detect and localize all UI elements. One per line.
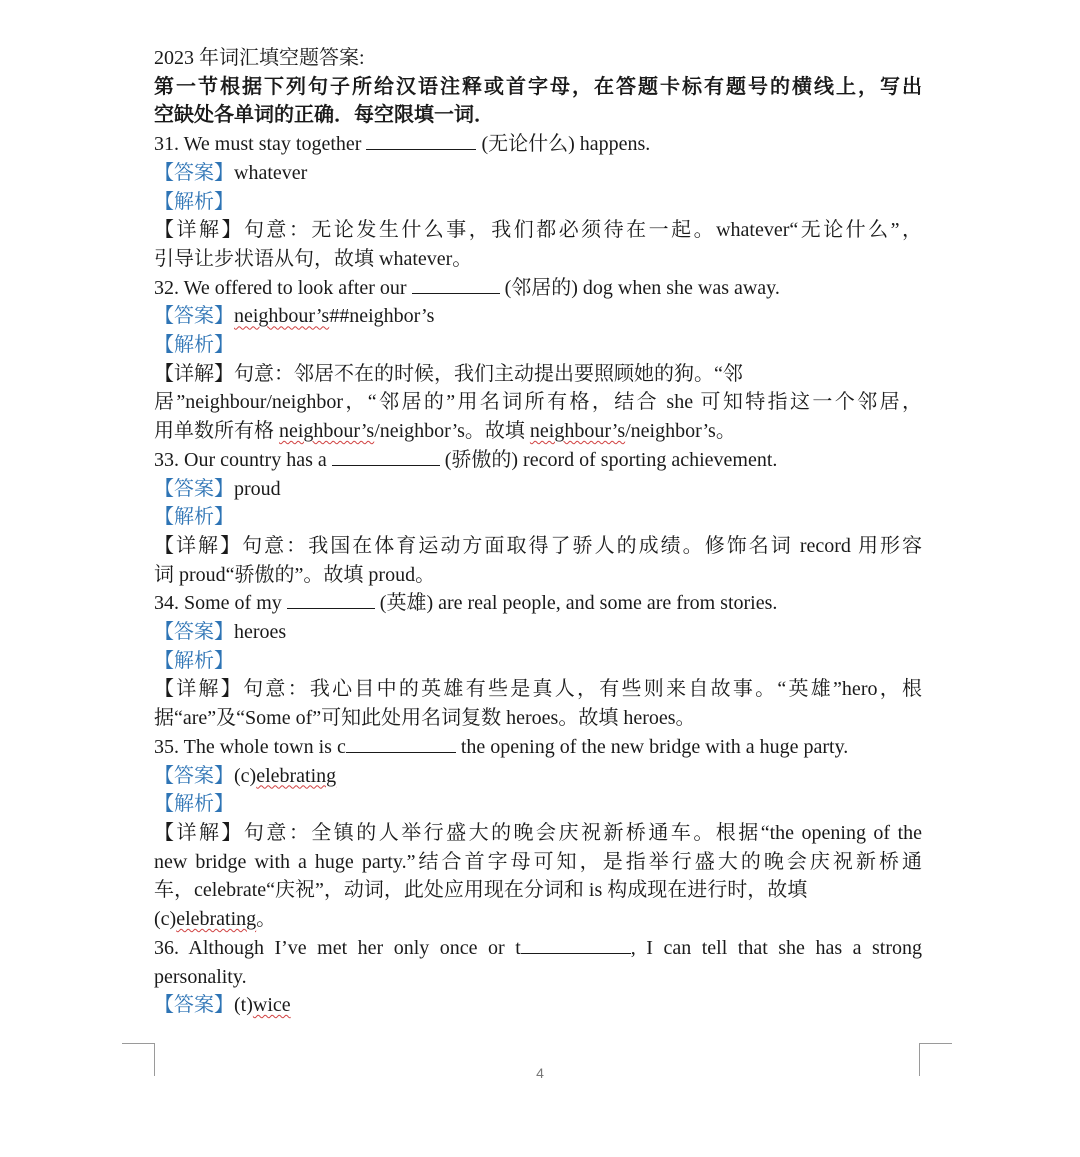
detail-35-line-4 [154, 905, 922, 934]
detail-label: 【详解】 [154, 362, 234, 385]
question-text: (无论什么) happens. [476, 133, 651, 156]
answer-32 [154, 302, 922, 331]
answer-text: elebrating [256, 764, 337, 787]
question-text: 32. We offered to look after our [154, 276, 412, 299]
detail-label: 【详解】 [154, 821, 244, 844]
page-number: 4 [536, 1065, 544, 1081]
detail-text: 句意：全镇的人举行盛大的晚会庆祝新桥通车。根据“the opening of the [243, 821, 922, 844]
detail-text: 用单数所有格 [154, 420, 279, 443]
detail-text: /neighbor’s。 [625, 420, 736, 443]
analysis-label: 【解析】 [154, 793, 234, 816]
detail-label: 【详解】 [154, 678, 244, 701]
detail-text: 。 [256, 908, 277, 931]
answer-label: 【答案】 [154, 994, 234, 1017]
detail-32-line-1 [154, 360, 922, 389]
answer-label: 【答案】 [154, 161, 234, 184]
question-36-line-2: personality. [154, 965, 247, 988]
answer-label: 【答案】 [154, 764, 234, 787]
question-text: (英雄) are real people, and some are from stories. [374, 592, 778, 615]
analysis-label: 【解析】 [154, 334, 234, 357]
answer-text: (t) [234, 994, 253, 1017]
question-text: the opening of the new bridge with a huge party. [455, 735, 849, 758]
answer-blank [412, 275, 500, 294]
answer-35 [154, 762, 922, 791]
answer-label: 【答案】 [154, 477, 234, 500]
question-text: 34. Some of my [154, 592, 287, 615]
detail-35-line-2: new bridge with a huge party.”结合首字母可知，是指举行盛大的晚会庆祝新桥通 [154, 850, 922, 873]
answer-text: proud [234, 477, 281, 500]
answer-blank [332, 447, 440, 466]
question-text: 33. Our country has a [154, 448, 332, 471]
question-text: , I can tell that she has a strong [630, 936, 922, 959]
detail-31-line-2: 引导让步状语从句，故填 whatever。 [154, 247, 473, 270]
question-35 [154, 733, 922, 762]
answer-blank [346, 734, 456, 753]
detail-text: neighbour’s [529, 420, 626, 443]
answer-33 [154, 475, 922, 504]
detail-text: /neighbor’s。故填 [374, 420, 530, 443]
instructions-line-1: 第一节根据下列句子所给汉语注释或首字母，在答题卡标有题号的横线上，写出 [154, 75, 922, 98]
detail-text: 句意：邻居不在的时候，我们主动提出要照顾她的狗。“邻 [234, 362, 743, 385]
detail-35-line-1 [154, 819, 922, 848]
detail-35-line-3: 车，celebrate“庆祝”，动词，此处应用现在分词和 is 构成现在进行时，故填 [154, 879, 808, 902]
answer-label: 【答案】 [154, 621, 234, 644]
question-text: (邻居的) dog when she was away. [499, 276, 780, 299]
answer-31 [154, 159, 922, 188]
answer-text: ##neighbor’s [329, 305, 435, 328]
answer-blank [521, 935, 631, 954]
answer-text: (c) [234, 764, 257, 787]
detail-text: (c) [154, 908, 177, 931]
detail-34-line-2: 据“are”及“Some of”可知此处用名词复数 heroes。故填 heroes。 [154, 707, 696, 730]
answer-label: 【答案】 [154, 305, 234, 328]
detail-32-line-2: 居”neighbour/neighbor，“邻居的”用名词所有格，结合 she 可知特指这一个邻居， [154, 391, 922, 414]
analysis-label: 【解析】 [154, 649, 234, 672]
answer-text: heroes [234, 621, 287, 644]
detail-text: 句意：我国在体育运动方面取得了骄人的成绩。修饰名词 record 用形容 [242, 534, 923, 557]
doc-title: 2023 年词汇填空题答案: [154, 47, 365, 69]
question-33 [154, 446, 922, 475]
instructions-line-2: 空缺处各单词的正确．每空限填一词． [154, 104, 494, 127]
question-36 [154, 934, 922, 963]
question-text: 35. The whole town is c [154, 735, 346, 758]
answer-text: whatever [234, 161, 308, 184]
question-32 [154, 274, 922, 303]
question-text: (骄傲的) record of sporting achievement. [439, 448, 778, 471]
question-31 [154, 130, 922, 159]
question-text: 36. Although I’ve met her only once or t [154, 936, 521, 959]
answer-blank [287, 590, 375, 609]
detail-label: 【详解】 [154, 219, 244, 242]
detail-31-line-1 [154, 216, 922, 245]
detail-label: 【详解】 [154, 534, 243, 557]
detail-text: 句意：无论发生什么事，我们都必须待在一起。whatever“无论什么”， [243, 219, 923, 242]
answer-blank [366, 131, 476, 150]
detail-text: elebrating [176, 908, 257, 931]
analysis-label: 【解析】 [154, 506, 234, 529]
detail-33-line-1 [154, 532, 922, 561]
question-34 [154, 589, 922, 618]
detail-33-line-2: 词 proud“骄傲的”。故填 proud。 [154, 563, 436, 586]
answer-text: wice [252, 994, 291, 1017]
document-page [154, 44, 922, 1020]
detail-32-line-3 [154, 417, 922, 446]
answer-text: neighbour’s [234, 305, 330, 328]
question-text: 31. We must stay together [154, 133, 367, 156]
analysis-label: 【解析】 [154, 190, 234, 213]
answer-34 [154, 618, 922, 647]
detail-34-line-1 [154, 675, 922, 704]
detail-text: 句意：我心目中的英雄有些是真人，有些则来自故事。“英雄”hero，根 [243, 678, 923, 701]
answer-36 [154, 991, 922, 1020]
detail-text: neighbour’s [279, 420, 375, 443]
